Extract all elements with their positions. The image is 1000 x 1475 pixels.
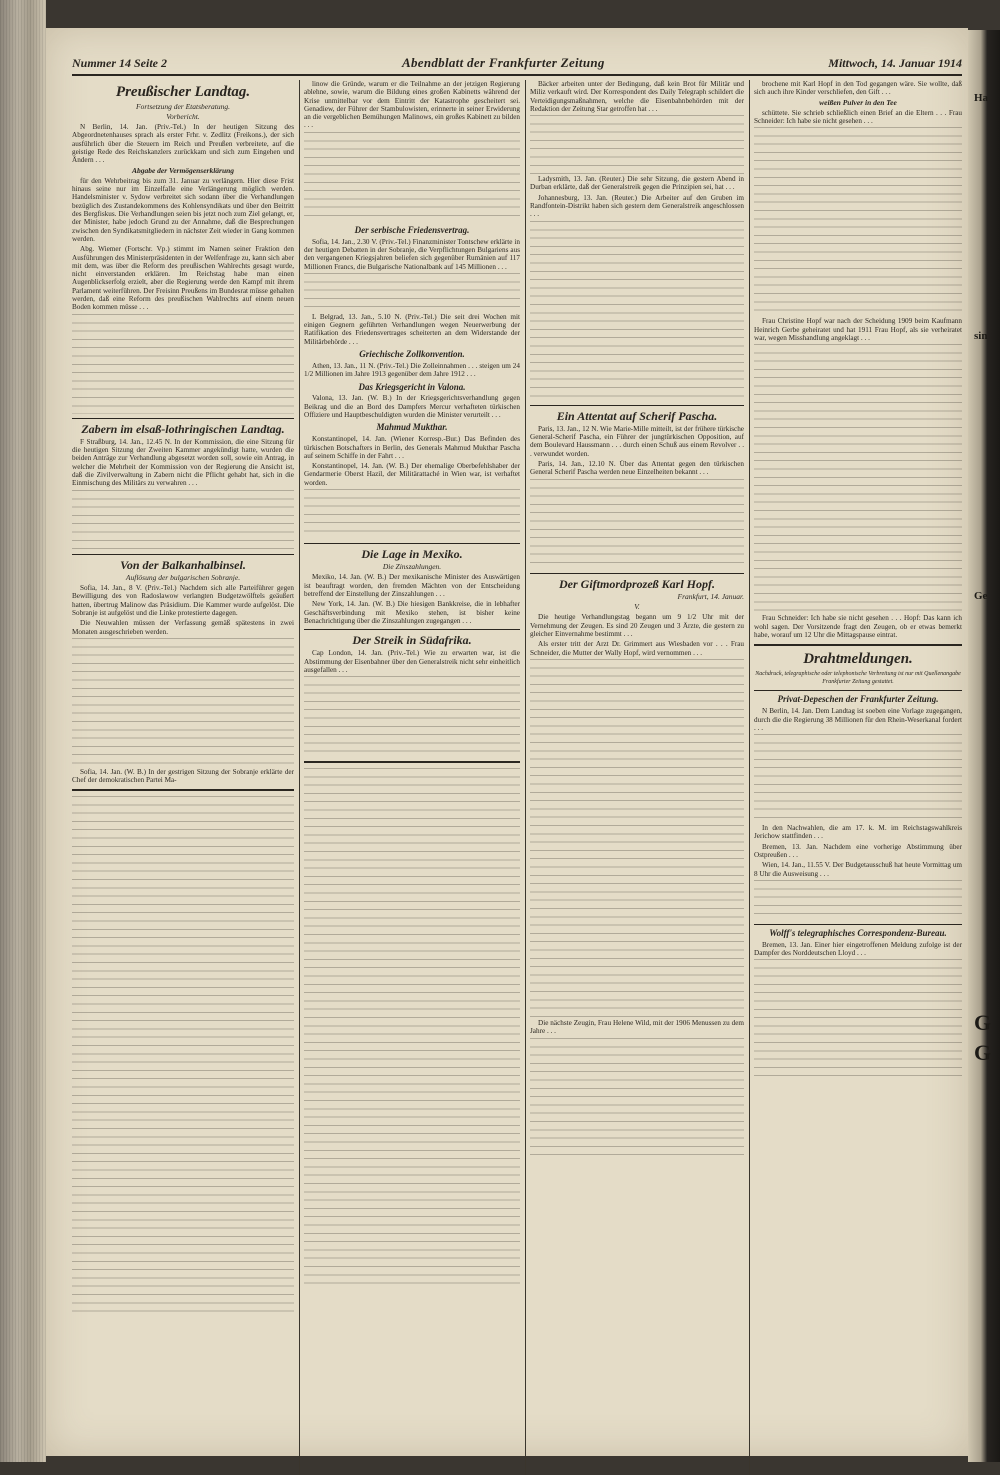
text-block: [754, 344, 962, 614]
article-text: Bremen, 13. Jan. Nachdem eine vorherige Abstimmung über Ostpreußen . . .: [754, 842, 962, 860]
feuilleton-block: [304, 768, 520, 1288]
article-text: F Straßburg, 14. Jan., 12.45 N. In der Kommission, die eine Sitzung für die heutigen Sitzung der Zweiten Kammer angekündigt hatte, wurden die beiden Anträge zur Verhandlung abgesetzt worden soll, sowie ein Antrag, in welcher die Mehrheit der Kommission von der Regierung die Ansicht ist, daß die Zivilverwaltung in Zabern nicht die Pflicht gehabt hat, sich in die Einmischung des Militärs zu verwahren . . .: [72, 437, 294, 488]
headline: Zabern im elsaß-lothringischen Landtag.: [81, 421, 285, 436]
book-binding: [0, 0, 46, 1462]
text-block: [530, 659, 744, 1019]
divider: [304, 543, 520, 544]
column-3: [530, 80, 744, 1470]
headline: Mahmud Mukthar.: [376, 422, 448, 433]
text-block: [530, 221, 744, 401]
article-text: Ladysmith, 13. Jan. (Reuter.) Die sehr Sitzung, die gestern Abend in Durban erklärte, daß der Generalstreik gegen die Prinzipien sei, hat . . .: [530, 175, 744, 192]
headline: Von der Balkanhalbinsel.: [120, 557, 246, 572]
headline: Privat-Depeschen der Frankfurter Zeitung.: [777, 694, 939, 705]
page-header: [72, 56, 962, 76]
column-4: [754, 80, 962, 1470]
article-text: Konstantinopel, 14. Jan. (W. B.) Der ehemalige Oberbefehlshaber der Gendarmerie Oberst Hazil, der Militärattaché in Wien war, ist verhaftet worden.: [304, 462, 520, 487]
newspaper-page: [46, 28, 968, 1456]
article-text: Wien, 14. Jan., 11.55 V. Der Budgetausschuß hat heute Vormittag um 8 Uhr die Ausweisung . . .: [754, 861, 962, 878]
article-text: N Berlin, 14. Jan. (Priv.-Tel.) In der heutigen Sitzung des Abgeordnetenhauses sprach als erster Frhr. v. Zedlitz (Freikons.), der sich ausführlich über die Steuern im Reich und Preußen verbreitete, auf die geistige Rede des Reichskanzlers zurückkam und sich zum Eingehen und Ändern . . .: [72, 123, 294, 165]
column-1: [72, 80, 294, 1470]
divider: [72, 418, 294, 419]
subheadline: Abgabe der Vermögenserklärung: [131, 165, 235, 175]
article-text: Die heutige Verhandlungstag begann um 9 1/2 Uhr mit der Vernehmung der Zeugen. Es sind 20 Zeugen und 3 Ärzte, die gestern zu gleicher Einvernahme bestimmt . . .: [530, 613, 744, 639]
divider: [72, 789, 294, 791]
subheadline: Die Zinszahlungen.: [382, 562, 442, 572]
subheadline: weißen Pulver in den Tee: [819, 97, 897, 107]
divider: [754, 924, 962, 925]
text-block: [530, 115, 744, 175]
headline: Griechische Zollkonvention.: [359, 349, 465, 360]
adjacent-page-edge: [968, 30, 1000, 1462]
article-text: brochene mit Karl Hopf in den Tod gegangen wäre. Sie wollte, daß sich auch ihre Kinder verschliefen, den Gift . . .: [754, 80, 962, 97]
headline: Preußischer Landtag.: [115, 84, 251, 100]
article-text: Bäcker arbeiten unter der Bedingung, daß kein Brot für Militär und Miliz verkauft wird. Der Korrespondent des Daily Telegraph schildert die Verteidigungsmaßnahmen, welche die Eisenbahnbehörden mit der Redaktion der Zeitung Star getroffen hat . . .: [530, 80, 744, 113]
article-text: Konstantinopel, 14. Jan. (Wiener Korresp.-Bur.) Das Befinden des türkischen Botschafters in Berlin, des Generals Mahmud Mukthar Pascha auf seinem Schiffe in der Fahrt . . .: [304, 435, 520, 460]
article-text: Frau Christine Hopf war nach der Scheidung 1909 beim Kaufmann Heinrich Gerbe geheiratet und hat 1911 Frau Hopf, als sie verheiratet war, wegen Misshandlung angeklagt . . .: [754, 317, 962, 343]
article-text: Valona, 13. Jan. (W. B.) In der Kriegsgerichtsverhandlung gegen Beikrag und die an Bord des Dampfers Mercur verhafteten türkischen Offiziere und Hauptbeschuldigten wurden die Minister verurteilt . . .: [304, 394, 520, 420]
article-text: Sofia, 14. Jan., 8 V. (Priv.-Tel.) Nachdem sich alle Parteiführer gegen Bewilligung des von Radoslawow verlangten Budgetzwölftels geäußert hatten, übertrug Malinow das Präsidium. Die Kammer wurde aufgelöst. Die Sobranje ist aufgelöst und die Linke protestierte dagegen.: [72, 584, 294, 617]
subheadline: Vorbericht.: [166, 111, 200, 121]
subheadline: Fortsetzung der Etatsberatung.: [136, 101, 230, 111]
headline: Wolff's telegraphisches Correspondenz-Bureau.: [769, 927, 947, 938]
divider: [530, 405, 744, 406]
article-text: Die Neuwahlen müssen der Verfassung gemäß spätestens in zwei Monaten ausgeschrieben werden.: [72, 619, 294, 636]
article-text: Mexiko, 14. Jan. (W. B.) Der mexikanische Minister des Auswärtigen ist beauftragt worden, den fremden Mächten von der Entscheidung betreffend der Einstellung der Zinszahlungen . . .: [304, 573, 520, 599]
edge-fragment: G: [974, 1010, 992, 1035]
edge-fragment: G: [974, 1040, 992, 1065]
article-text: für den Wehrbeitrag bis zum 31. Januar zu verlängern. Hier diese Frist hinaus seine nur im Einzelfalle eine Verlängerung möglich werden. Handelsminister v. Sydow verbreitet sich sodann über die Verhandlungen bezüglich des Zustandekommens des Kohlensyndikats und über den Beitritt des Bergfiskus. Die Verhandlungen seien bis jetzt noch zum Ziel gelangt, er, der Minister, habe jedoch Grund zu der Annahme, daß die Besprechungen zwischen den Syndikatsmitgliedern in nächster Zeit wieder in Gang kommen werden.: [72, 176, 294, 243]
article-text: Abg. Wiemer (Fortschr. Vp.) stimmt im Namen seiner Fraktion den Ausführungen des Ministerpräsidenten in der Welfenfrage zu, kann sich aber mit dem, was über die Reform des preußischen Wahlrechts gesagt wurde, nicht einverstanden erklären. Im Reichstag habe man einen Augenblickserfolg erzielt, aber die Regierung werde den Kampf mit ihrem Parlament weiterführen. Der Freisinn Preußens im Bundesrat müsse gehalten werden, daß eine Reform des preußischen Wahlrechts auf einem neuen Boden kommen müsse . . .: [72, 245, 294, 312]
divider: [754, 644, 962, 646]
text-block: [72, 638, 294, 768]
article-text: Johannesburg, 13. Jan. (Reuter.) Die Arbeiter auf den Gruben im Randfontein-Distrikt haben sich gestern dem Generalstreik angeschlossen . . .: [530, 193, 744, 219]
article-text: Cap London, 14. Jan. (Priv.-Tel.) Wie zu erwarten war, ist die Abstimmung der Eisenbahner über den Generalstreik nicht sehr einheitlich ausgefallen . . .: [304, 649, 520, 675]
divider: [304, 761, 520, 763]
article-text: L Belgrad, 13. Jan., 5.10 N. (Priv.-Tel.) Die seit drei Wochen mit einigen Gegnern geführten Verhandlungen wegen Neuerwerbung der Ratifikation des Friedensvertrages scheiterten an dem Widerstande der Militärbehörde . . .: [304, 312, 520, 346]
article-text: N Berlin, 14. Jan. Dem Landtag ist soeben eine Vorlage zugegangen, durch die die Regierung 38 Millionen für den Rhein-Weserkanal fordert . . .: [754, 707, 962, 732]
article-text: schüttete. Sie schrieb schließlich einen Brief an die Eltern . . . Frau Schneider: Ich habe sie nicht gesehen . . .: [754, 108, 962, 126]
text-block: [304, 676, 520, 756]
article-text: Paris, 14. Jan., 12.10 N. Über das Attentat gegen den türkischen General Scherif Pascha werden neue Einzelheiten bekannt . . .: [530, 460, 744, 477]
column-rule: [299, 80, 300, 1475]
article-text: Die nächste Zeugin, Frau Helene Wild, mit der 1906 Menussen zu dem Jahre . . .: [530, 1018, 744, 1036]
text-block: [530, 1038, 744, 1158]
headline: Der Giftmordprozeß Karl Hopf.: [559, 576, 715, 591]
edge-fragment: Ge: [974, 590, 988, 602]
headline: Der Streik in Südafrika.: [352, 633, 472, 648]
article-text: New York, 14. Jan. (W. B.) Die hiesigen Bankkreise, die in lebhafter Geschäftsverbindung mit Mexiko stehen, ist bisher keine Benachrichtigung über die Zinszahlungen zugegangen . . .: [304, 600, 520, 625]
text-block: [72, 490, 294, 550]
headline: Ein Attentat auf Scherif Pascha.: [556, 408, 718, 423]
article-text: linow die Gründe, warum er die Teilnahme an der jetzigen Regierung ablehne, sowie, warum die Bildung eines großen Kabinetts während der Krise unmittelbar vor dem Eintritt der Katastrophe gescheitert sei. Genadiew, der Führer der Stambulowisten, erinnerte in seiner Erwiderung an die vergeblichen Bemühungen Malinows, ein großes Kabinett zu bilden . . .: [304, 80, 520, 130]
feuilleton-block: [72, 796, 294, 1316]
article-text: Athen, 13. Jan., 11 N. (Priv.-Tel.) Die Zolleinnahmen . . . steigen um 24 1/2 Millionen im Jahre 1913 gegenüber dem Jahre 1912 . . .: [304, 361, 520, 379]
divider: [754, 690, 962, 691]
headline: Die Lage in Mexiko.: [361, 546, 463, 561]
masthead: Abendblatt der Frankfurter Zeitung: [402, 55, 605, 70]
divider: [304, 629, 520, 630]
text-block: [72, 314, 294, 414]
edge-fragment: Ha: [974, 92, 989, 104]
article-text: Sofia, 14. Jan., 2.30 V. (Priv.-Tel.) Finanzminister Tontschew erklärte in der heutigen Debatten in der Sobranje, die Verpflichtungen Bulgariens aus den vergangenen Kriegsjahren beliefen sich gegenüber Rumänien auf 117 Millionen Francs, die Bulgarische Nationalbank auf 145 Millionen . . .: [304, 237, 520, 271]
section-numeral: V.: [634, 602, 640, 612]
dateline: Frankfurt, 14. Januar.: [677, 591, 744, 601]
column-rule: [525, 80, 526, 1475]
article-text: In den Nachwahlen, die am 17. k. M. im Reichstagswahlkreis Jerichow stattfinden . . .: [754, 824, 962, 841]
article-text: Frau Schneider: Ich habe sie nicht gesehen . . . Hopf: Das kann ich wohl sagen. Der Vorsitzende fragt den Zeugen, ob er etwas bemerkt habe, worauf um 12 Uhr die Mittagspause eintrat.: [754, 614, 962, 639]
copyright-note: Nachdruck, telegraphische oder telephonische Verbreitung ist nur mit Quellenangabe Frankfurter Zeitung gestattet.: [755, 670, 961, 686]
column-rule: [749, 80, 750, 1475]
article-text: Paris, 13. Jan., 12 N. Wie Marie-Mille mitteilt, ist der frühere türkische General-Scherif Pascha, ein Führer der jungtürkischen Opposition, auf dem Boulevard Haussmann . . . durch einen Schuß aus einem Revolver . . . verwundet worden.: [530, 424, 744, 458]
edge-fragment: sin: [974, 330, 988, 342]
subheadline: Auflösung der bulgarischen Sobranje.: [125, 572, 241, 582]
text-block: [304, 273, 520, 313]
text-block: [304, 489, 520, 539]
article-text: Als erster tritt der Arzt Dr. Grimmert aus Wiesbaden vor . . . Frau Schneider, die Mutter der Wally Hopf, wird vernommen . . .: [530, 640, 744, 657]
headline: Der serbische Friedensvertrag.: [354, 224, 470, 235]
article-text: Sofia, 14. Jan. (W. B.) In der gestrigen Sitzung der Sobranje erklärte der Chef der demokratischen Partei Ma-: [72, 767, 294, 785]
text-block: [754, 127, 962, 317]
text-block: [754, 734, 962, 824]
text-block: [304, 132, 520, 222]
headline: Drahtmeldungen.: [803, 651, 913, 668]
text-block: [754, 880, 962, 920]
text-block: [530, 479, 744, 569]
text-block: [754, 959, 962, 1079]
divider: [72, 554, 294, 555]
headline: Das Kriegsgericht in Valona.: [358, 381, 466, 392]
issue-date: Mittwoch, 14. Januar 1914: [828, 56, 962, 70]
divider: [530, 573, 744, 574]
column-2: [304, 80, 520, 1470]
page-number: Nummer 14 Seite 2: [72, 56, 167, 70]
article-text: Bremen, 13. Jan. Einer hier eingetroffenen Meldung zufolge ist der Dampfer des Norddeutschen Lloyd . . .: [754, 940, 962, 958]
